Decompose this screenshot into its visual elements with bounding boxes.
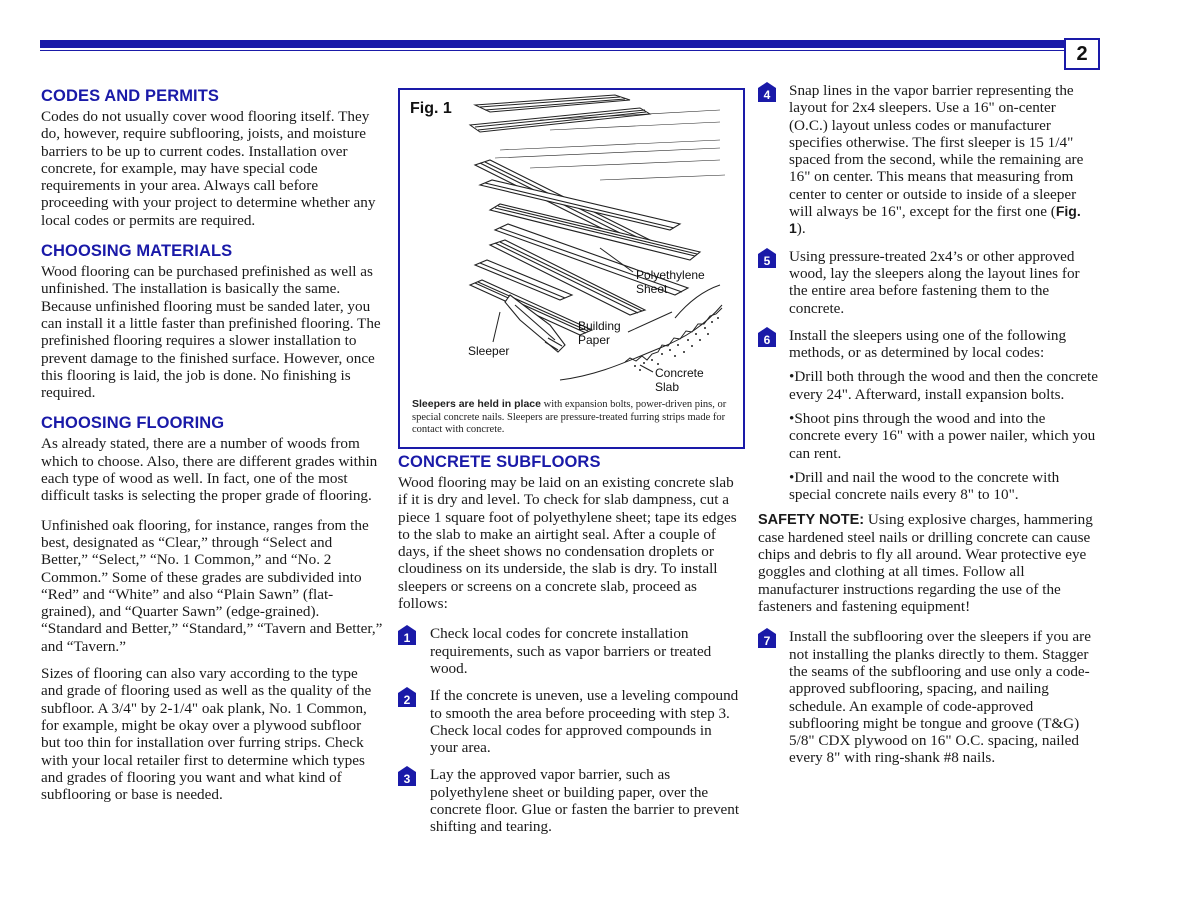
method-item: •Shoot pins through the wood and into the concrete every 16" with a power nailer, which you can rent.	[789, 410, 1096, 462]
column-middle	[398, 452, 743, 846]
svg-text:1: 1	[403, 631, 411, 646]
step-badge-icon	[758, 82, 776, 102]
svg-text:3: 3	[403, 772, 411, 787]
column-left	[41, 86, 383, 813]
codes-heading: CODES AND PERMITS	[41, 87, 220, 105]
callout-polyethylene: Polyethylene Sheet	[636, 268, 705, 296]
step-2: 2 If the concrete is uneven, use a leveling compound to smooth the area before proceeding with step 3. Check local codes for approved compounds in your area.	[398, 687, 743, 756]
flooring-paragraph: Unfinished oak flooring, for instance, ranges from the best, designated as “Clear,” through “Select and Better,” “Select,” “No. 1 Common,” and “No. 2 Common.” Some of these grades are subdivided into “Red” and “White” and also “Plain Sawn” (flat-grained), and “Quarter Sawn” (edge-grained). “Standard and Better,” “Standard,” “Tavern and Better,” and “Tavern.”	[41, 516, 383, 655]
codes-body: Codes do not usually cover wood flooring itself. They do, however, require subflooring, joists, and moisture barriers to be up to current codes. Installation over concrete, for example, may have special code requirements in your area. Always call before proceeding with your project to determine whether any local codes or permits are required.	[41, 108, 376, 229]
step-4: 4 Snap lines in the vapor barrier representing the layout for 2x4 sleepers. Use a 16" on-center (O.C.) layout unless codes or manufacturer specifies otherwise. The first sleeper is 15 1/4" spaced from the second, while the remaining are 16" on center. This means that measuring from center to center or outside to inside of a sleeper will always be 16", except for the first one (Fig. 1).	[758, 82, 1098, 238]
step-6: 6 Install the sleepers using one of the following methods, or as determined by local codes:	[758, 327, 1098, 362]
svg-text:2: 2	[403, 693, 411, 708]
sleeper-illustration	[400, 90, 743, 390]
flooring-heading: CHOOSING FLOORING	[41, 414, 225, 433]
header-rule	[40, 40, 1070, 48]
figure-label: Fig. 1	[410, 100, 452, 117]
method-item: •Drill and nail the wood to the concrete with special concrete nails every 8" to 10".	[789, 468, 1060, 504]
column-right	[758, 82, 1098, 777]
step-5: 5 Using pressure-treated 2x4’s or other approved wood, lay the sleepers along the layout lines for the entire area before fastening them to the concrete.	[758, 248, 1098, 317]
concrete-heading: CONCRETE SUBFLOORS	[398, 453, 601, 471]
callout-concrete-slab: Concrete Slab	[655, 366, 704, 394]
svg-text:7: 7	[763, 634, 771, 649]
step-badge-icon	[398, 766, 416, 786]
header-rule-thin	[40, 50, 1070, 51]
materials-body: Wood flooring can be purchased prefinished as well as unfinished. The installation is basically the same. Because unfinished flooring must be sanded later, you can install it a little faster than prefinished flooring. The prefinished flooring requires a slower installation to prevent damage to the finished surface. However, once this flooring is laid, the job is done. No finishing is required.	[41, 263, 381, 402]
callout-sleeper: Sleeper	[468, 344, 510, 358]
safety-note: SAFETY NOTE: Using explosive charges, hammering case hardened steel nails or drilling concrete can cause chips and debris to fly all around. Wear protective eye goggles and clothing at all times. Follow all manufacturer instructions regarding the use of the fasteners and fastening equipment!	[758, 510, 1093, 616]
materials-heading: CHOOSING MATERIALS	[41, 242, 233, 261]
step-badge-icon	[758, 248, 776, 268]
svg-text:5: 5	[763, 253, 771, 268]
step-badge-icon	[398, 625, 416, 645]
plank-1	[475, 95, 630, 112]
figure-caption: Sleepers are held in place with expansion bolts, power-driven pins, or special concrete nails. Sleepers are pressure-treated furring strips made for contact with concrete.	[412, 398, 727, 435]
svg-text:6: 6	[763, 332, 771, 347]
svg-text:4: 4	[763, 88, 771, 102]
step-1: 1 Check local codes for concrete installation requirements, such as vapor barriers or treated wood.	[398, 625, 743, 677]
method-item: •Drill both through the wood and then the concrete every 24". Afterward, install expansion bolts.	[789, 368, 1098, 403]
figure-box	[398, 88, 745, 449]
step-3: 3 Lay the approved vapor barrier, such as polyethylene sheet or building paper, over the concrete floor. Glue or fasten the barrier to prevent shifting and tearing.	[398, 766, 743, 835]
step-badge-icon	[398, 687, 416, 707]
flooring-paragraph: As already stated, there are a number of woods from which to choose. Also, there are different grades within each type of wood as well. In fact, one of the most difficult tasks is selecting the proper grade of flooring.	[41, 435, 378, 505]
concrete-body: Wood flooring may be laid on an existing concrete slab if it is dry and level. To check for slab dampness, cut a piece 1 square foot of polyethylene sheet; tape its edges to the slab to make an airtight seal. After a couple of days, if the sheet shows no condensation droplets or cloudiness on its underside, the slab is dry. To install sleepers or screens on a concrete slab, proceed as follows:	[398, 474, 737, 613]
step-badge-icon	[758, 628, 776, 648]
step-badge-icon	[758, 327, 776, 347]
callout-building-paper: Building Paper	[578, 319, 621, 347]
step-7: 7 Install the subflooring over the sleepers if you are not installing the planks directly to them. Stagger the seams of the subflooring and use only a code-approved subflooring, spacing, and nailing schedule. An example of code-approved subflooring might be tongue and groove (T&G) 5/8" CDX plywood on 16" O.C. spacing, nailed every 8" with ring-shank #8 nails.	[758, 628, 1098, 766]
flooring-paragraph: Sizes of flooring can also vary according to the type and grade of flooring used as well as the quality of the subfloor. A 3/4" by 2-1/4" oak plank, No. 1 Common, for example, might be okay over a plywood subfloor but too thin for installation over furring strips. Check with your local retailer first to determine which types and grades of flooring you want and what kind of subflooring or base is needed.	[41, 665, 372, 804]
page-number: 2	[1064, 38, 1100, 70]
